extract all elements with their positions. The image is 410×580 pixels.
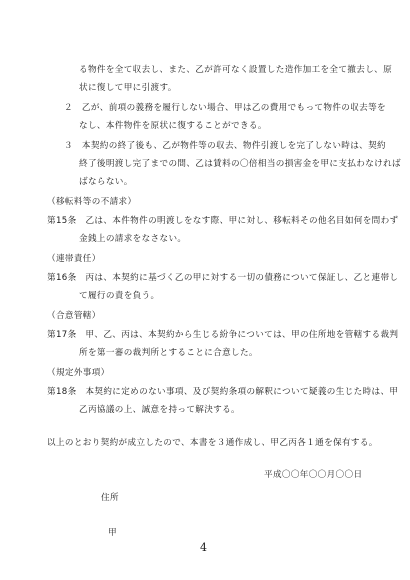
item2-line2: なし、本件物件を原状に復することができる。 — [79, 121, 267, 131]
art18-line1: 第18条 本契約に定めのない事項、及び契約条項の解釈について疑義の生じた時は、甲 — [47, 387, 399, 397]
art17-heading: （合意管轄） — [47, 311, 101, 321]
art15-heading: （移転料等の不請求） — [47, 197, 137, 207]
art16-heading: （連帯責任） — [47, 254, 101, 264]
para1-line2: 状に復して甲に引渡す。 — [79, 83, 177, 93]
page-number: 4 — [200, 541, 208, 554]
item3-line1: ３ 本契約の終了後も、乙が物件等の収去、物件引渡しを完了しない時は、契約 — [64, 141, 386, 151]
art16-line1: 第16条 丙は、本契約に基づく乙の甲に対する一切の債務について保証し、乙と連帯し — [47, 273, 399, 283]
party-label: 甲 — [108, 528, 117, 538]
art18-line2: 乙丙協議の上、誠意を持って解決する。 — [79, 405, 240, 415]
art15-line1: 第15条 乙は、本件物件の明渡しをなす際、甲に対し、移転料その他名目如何を問わず — [47, 216, 399, 226]
para1-line1: る物件を全て収去し、また、乙が許可なく設置した造作加工を全て撤去し、原 — [79, 65, 393, 75]
item2-line1: ２ 乙が、前項の義務を履行しない場合、甲は乙の費用でもって物件の収去等を — [64, 103, 386, 113]
art18-heading: （規定外事項） — [47, 368, 110, 378]
art15-line2: 金銭上の請求をなさない。 — [79, 234, 187, 244]
closing-statement: 以上のとおり契約が成立したので、本書を３通作成し、甲乙丙各１通を保有する。 — [47, 438, 378, 448]
contract-date: 平成〇〇年〇〇月〇〇日 — [264, 470, 363, 480]
address-label: 住所 — [101, 493, 119, 503]
art16-line2: て履行の責を負う。 — [79, 291, 160, 301]
art17-line2: 所を第一審の裁判所とすることに合意した。 — [79, 348, 258, 358]
item3-line2: 終了後明渡し完了までの間、乙は賃料の〇倍相当の損害金を甲に支払わなければ — [79, 159, 401, 169]
art17-line1: 第17条 甲、乙、丙は、本契約から生じる紛争については、甲の住所地を管轄する裁判 — [47, 330, 399, 340]
item3-line3: ばならない。 — [79, 177, 133, 187]
